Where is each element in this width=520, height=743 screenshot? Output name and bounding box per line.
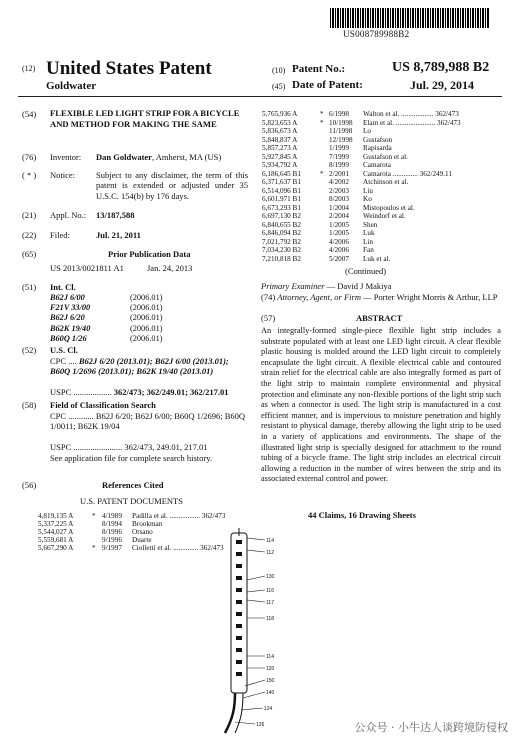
patent-title: FLEXIBLE LED LIGHT STRIP FOR A BICYCLE AND METHOD FOR MAKING THE SAME [50,108,240,129]
reference-row: 5,765,936 A * 6/1998 Walton et al. .................. 362/473 [262,110,459,118]
watermark-caption: 公众号 · 小牛达人谈跨境防侵权 [354,721,508,734]
reference-row: 4,819,135 A * 4/1989 Padilla et al. ................. 362/473 [38,512,226,520]
ref-numeral: 114 [266,654,274,660]
attorney: (74) Attorney, Agent, or Firm — Porter Wright Morris & Arthur, LLP [261,292,498,302]
top-patent-number: US008789988B2 [343,29,410,39]
see-application: See application file for complete search history. [50,453,213,463]
inventor-short: Goldwater [46,80,97,92]
title-code: (54) [22,109,37,119]
prior-date: Jan. 24, 2013 [147,263,193,273]
reference-row: 5,857,273 A 1/1999 Rapisarda [262,144,392,152]
abstract-text: An integrally-formed single-piece flexible light strip includes a substrate populated with at least one LED light circuit. A clear flexible plastic housing is molded around the LED light circuit to completely encapsulate the light circuit. A flexible electrical cable and contoured strain relief for the electrical cable are also integrally formed as part of the light strip to maintain complete environmental and physical protection and eliminate any non-flexible portions of the light strip such as when a connector is used. The light strip is manufactured in a cost efficient manner, and is impervious to moisture penetration and highly resistant to physical damage, thereby allowing the light strip to be used in a variety of applications and environments. The shape of the illustrated light strip is specially designed for attachment to the round tubing of a bicycle frame. The light strip includes an electrical circuit allowing a reduction in the number of wires between the strip and its associated external control and power. [261,326,501,484]
prior-code: (65) [22,249,37,259]
doc-type: United States Patent [46,58,212,79]
inventor [96,152,221,162]
led [236,636,242,640]
notice-label: Notice: [50,170,76,180]
code-10: (10) [272,66,286,75]
led [236,612,242,616]
reference-row: 5,848,837 A 12/1998 Gustafson [262,135,393,144]
reference-row: 5,823,653 A * 10/1998 Elam et al. ...................... 362/473 [262,118,461,127]
filed-label: Filed: [50,230,70,240]
reference-row: 7,021,792 B2 4/2006 Lin [262,237,373,246]
led [236,648,242,652]
appl-number: 13/187,588 [96,210,135,220]
barcode [330,8,490,28]
ref-numeral: 140 [266,690,275,696]
reference-row: 6,673,293 B1 1/2004 Mistopoulos et al. [262,203,415,212]
code-12: (12) [22,64,36,73]
us-docs-heading: U.S. PATENT DOCUMENTS [80,496,183,506]
intcl-list [50,293,250,344]
uscl-code: (52) [22,345,37,355]
led [236,660,242,664]
ref-numeral: 120 [266,666,275,672]
claims-summary: 44 Claims, 16 Drawing Sheets [308,510,416,520]
reference-row: 5,559,681 A 9/1996 Duarte [38,536,152,544]
led [236,552,242,556]
date-label: Date of Patent: [292,79,363,91]
reference-row: 7,034,230 B2 4/2006 Fan [262,246,374,254]
reference-row: 6,840,655 B2 1/2005 Shen [262,220,378,229]
reference-row: 6,846,094 B2 1/2005 Luk [262,229,375,237]
filed-code: (22) [22,230,37,240]
led [236,588,242,592]
ref-numeral: 150 [266,678,275,684]
led [236,564,242,568]
references-code: (56) [22,480,37,490]
right-references [262,110,502,263]
prior-heading: Prior Publication Data [108,249,191,259]
prior-publication: US 2013/0021811 A1 [50,263,124,273]
reference-row: 5,836,673 A 11/1998 Lo [262,127,371,135]
abstract-heading: ABSTRACT [356,313,403,323]
code-45: (45) [272,82,286,91]
references-heading: References Cited [102,480,164,490]
intcl-row: B62J 6/20 (2006.01) [50,313,163,323]
patent-no: US 8,789,988 B2 [392,60,490,75]
reference-row: 7,210,818 B2 5/2007 Luk et al. [262,254,391,263]
reference-row: 6,371,637 B1 4/2002 Atchinson et al. [262,178,409,186]
uspc-classes: USPC .................. 362/473; 362/249.01; 362/217.01 [50,387,229,397]
header-divider [18,96,502,97]
patent-date: Jul. 29, 2014 [410,78,475,92]
filed-date: Jul. 21, 2011 [96,230,141,240]
abstract-code: (57) [261,313,276,323]
ref-numeral: 130 [266,574,275,580]
reference-row: 5,927,845 A 7/1999 Gustafson et al. [262,152,408,161]
appl-code: (21) [22,210,37,220]
inventor-name: Dan Goldwater [96,152,152,162]
electrical-cable [225,693,235,733]
led [236,672,242,676]
intcl-row: F21V 33/00 (2006.01) [50,303,163,313]
continued-note: (Continued) [345,266,387,276]
notice-text: Subject to any disclaimer, the term of this patent is extended or adjusted under 35 U.S.C. 154(b) by 176 days. [96,170,248,201]
intcl-row: B60Q 1/26 (2006.01) [50,333,163,343]
ref-numeral: 112 [266,550,274,556]
field-cpc: CPC ............ B62J 6/20; B62J 6/00; B60Q 1/2696; B60Q 1/0011; B62K 19/04 [50,411,246,432]
ref-numeral: 117 [266,600,274,606]
strain-relief [235,693,243,733]
primary-examiner: Primary Examiner — David J Makiya [261,281,392,291]
inventor-location: , Amherst, MA (US) [151,152,222,162]
reference-row: 5,337,225 A 8/1994 Brookman [38,520,163,528]
led [236,576,242,580]
led-elements [236,540,242,676]
inventor-label: Inventor: [50,152,82,162]
intcl-heading: Int. Cl. [50,282,76,292]
patent-no-label: Patent No.: [292,63,346,75]
notice-code: ( * ) [22,170,37,180]
ref-numeral: 116 [266,588,274,594]
field-uspc: USPC ....................... 362/473, 249.01, 217.01 [50,442,208,452]
reference-row: 5,667,290 A * 9/1997 Ciolletti et al. .............. 362/473 [38,544,224,552]
reference-row: 5,544,027 A 8/1996 Orsano [38,528,153,536]
inventor-code: (76) [22,152,37,162]
intcl-row: B62K 19/40 (2006.01) [50,323,163,333]
reference-row: 6,697,130 B2 2/2004 Weindorf et al. [262,212,406,220]
ref-numeral: 124 [264,706,273,712]
reference-row: 6,514,096 B1 2/2003 Liu [262,186,373,195]
ref-numeral: 114 [266,538,274,544]
cpc-classes: CPC .... B62J 6/20 (2013.01); B62J 6/00 (2013.01); B60Q 1/2696 (2013.01); B62K 19/40 (2013.01) [50,356,229,377]
uscl-heading: U.S. Cl. [50,345,78,355]
field-code: (58) [22,400,37,410]
led [236,540,242,544]
appl-label: Appl. No.: [50,210,87,220]
reference-row: 6,186,645 B1 * 2/2001 Camarota .............. 362/249.11 [262,169,452,178]
intcl-code: (51) [22,282,37,292]
led [236,624,242,628]
intcl-row: B62J 6/00 (2006.01) [50,293,163,302]
reference-row: 6,601,971 B1 8/2003 Ko [262,195,372,203]
led [236,600,242,604]
reference-row: 5,934,792 A 8/1999 Camarota [262,161,391,169]
ref-numeral: 126 [256,722,265,728]
figure-drawing [205,528,315,738]
field-heading: Field of Classification Search [50,400,156,410]
ref-numeral: 118 [266,616,274,622]
